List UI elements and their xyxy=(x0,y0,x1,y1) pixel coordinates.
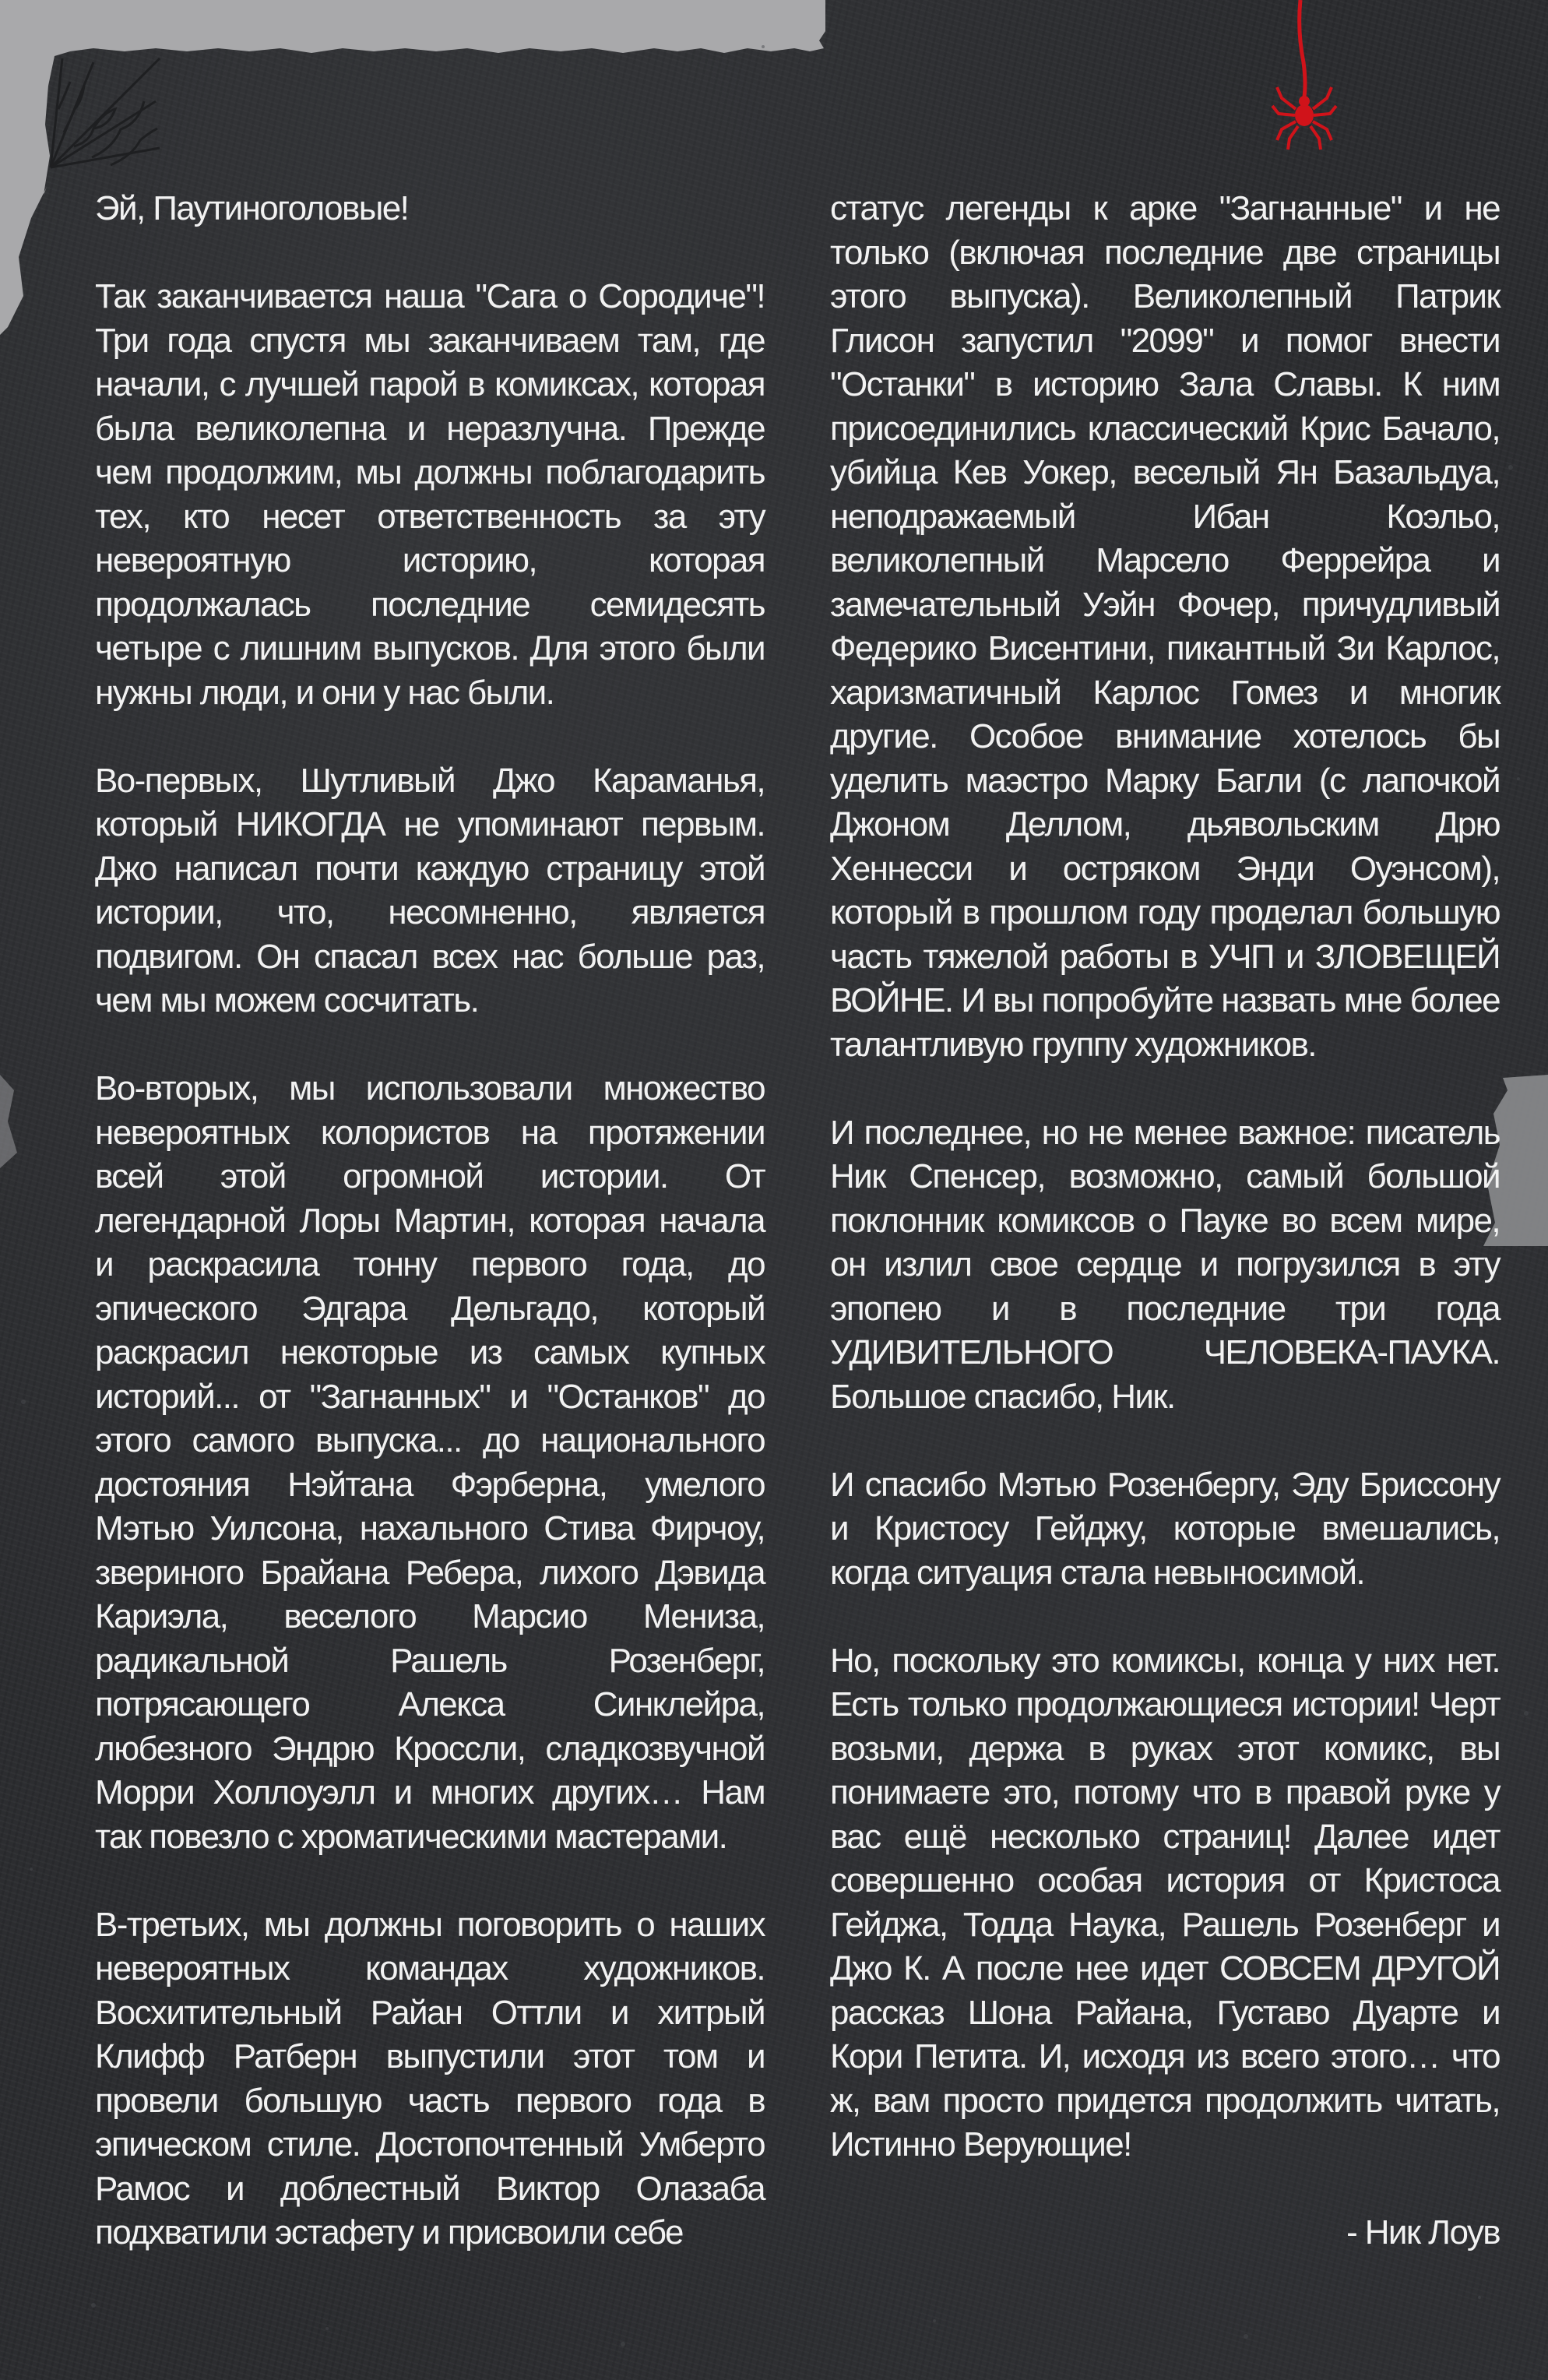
closing-paragraph: Но, поскольку это комиксы, конца у них нет. Есть только продолжающиеся истории! Черт возьми, держа в руках этот комикс, вы понимаете это, потому что в правой руке у вас ещё несколько страниц! Далее идет совершенно особая история от Кристоса Гейджа, Тодда Наука, Рашель Розенберг и Джо К. А после нее идет СОВСЕМ ДРУГОЙ рассказ Шона Райана, Густаво Дуарте и Кори Петита. И, исходя из всего этого… что ж, вам просто придется продолжить читать, Истинно Верующие! xyxy=(830,1641,1500,2163)
colorists-thanks-paragraph: Во-вторых, мы использовали множество невероятных колористов на протяжении всей этой огромной истории. От легендарной Лоры Мартин, которая начала и раскрасила тонну первого года, до эпического Эдгара Дельгадо, который раскрасил некоторые из самых купных историй... от "Загнанных" и "Останков" до этого самого выпуска... до национального достояния Нэйтана Фэрберна, умелого Мэтью Уилсона, нахального Стива Фирчоу, звериного Брайана Ребера, лихого Дэвида Кариэла, веселого Марсио Мениза, радикальной Рашель Розенберг, потрясающего Алекса Синклейра, любезного Эндрю Кроссли, сладкозвучной Морри Холлоуэлл и многих других… Нам так повезло с хроматическими мастерами. xyxy=(95,1069,765,1856)
signature: - Ник Лоув xyxy=(1346,2213,1500,2251)
left-text-column xyxy=(95,187,765,2255)
grey-scratch xyxy=(0,1075,17,1168)
spider-web-icon xyxy=(47,55,164,171)
intro-paragraph: Так заканчивается наша "Сага о Сородиче"! Три года спустя мы заканчиваем там, где начали, с лучшей парой в комиксах, которая была великолепна и неразлучна. Прежде чем продолжим, мы должны поблагодарить тех, кто несет ответственность за эту невероятную историю, которая продолжалась последние семидесять четыре с лишним выпусков. Для этого были нужны люди, и они у нас были. xyxy=(95,277,765,712)
hanging-spider-icon xyxy=(1269,0,1339,156)
extra-thanks-paragraph: И спасибо Мэтью Розенбергу, Эду Бриссону и Кристосу Гейджу, которые вмешались, когда ситуация стала невыносимой. xyxy=(830,1465,1500,1592)
artists-continued-paragraph: статус легенды к арке "Загнанные" и не только (включая последние две страницы этого выпуска). Великолепный Патрик Глисон запустил "2099" и помог внести "Останки" в историю Зала Славы. К ним присоединились классический Крис Бачало, убийца Кев Уокер, веселый Ян Базальдуа, неподражаемый Ибан Коэльо, великолепный Марсело Феррейра и замечательный Уэйн Фочер, причудливый Федерико Висентини, пикантный Зи Карлос, харизматичный Карлос Гомез и многик другие. Особое внимание хотелось бы уделить маэстро Марку Багли (с лапочкой Джоном Деллом, дьявольским Дрю Хеннесси и остряком Энди Оуэнсом), который в прошлом году проделал большую часть тяжелой работы в УЧП и ЗЛОВЕЩЕЙ ВОЙНЕ. И вы попробуйте назвать мне более талантливую группу художников. xyxy=(830,189,1500,1064)
artists-thanks-paragraph: В-третьих, мы должны поговорить о наших невероятных командах художников. Восхитительный Райан Оттли и хитрый Клифф Ратберн выпустили этот том и провели большую часть первого года в эпическом стиле. Достопочтенный Умберто Рамос и доблестный Виктор Олазаба подхватили эстафету и присвоили себе xyxy=(95,1905,765,2251)
greeting-paragraph: Эй, Паутиноголовые! xyxy=(95,189,409,227)
writer-thanks-paragraph: Во-первых, Шутливый Джо Караманья, который НИКОГДА не упоминают первым. Джо написал почти каждую страницу этой истории, что, несомненно, является подвигом. Он спасал всех нас больше раз, чем мы можем сосчитать. xyxy=(95,761,765,1019)
right-text-column xyxy=(830,187,1500,2290)
nick-spencer-paragraph: И последнее, но не менее важное: писатель Ник Спенсер, возможно, самый большой поклонник комиксов о Пауке во всем мире, он излил свое сердце и погрузился в эту эпопею и в последние три года УДИВИТЕЛЬНОГО ЧЕЛОВЕКА-ПАУКА. Большое спасибо, Ник. xyxy=(830,1113,1500,1416)
